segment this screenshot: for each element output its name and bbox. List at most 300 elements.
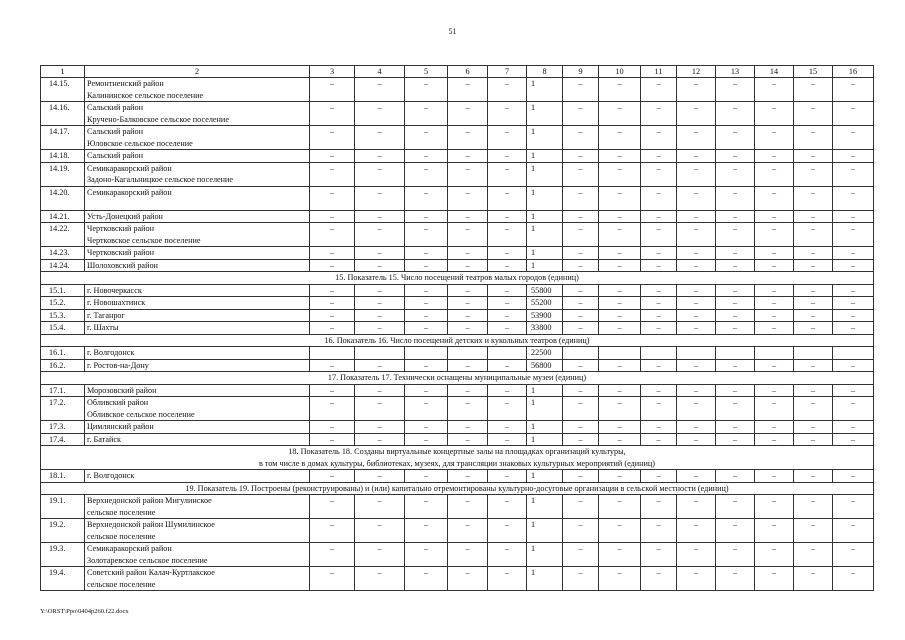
value-cell: – (833, 102, 874, 126)
value-cell: – (488, 284, 527, 297)
value-cell: – (563, 384, 599, 397)
table-row (41, 519, 874, 543)
value-cell: – (641, 126, 677, 150)
value-cell: – (599, 470, 641, 483)
value-cell-col8: 1 (527, 397, 563, 421)
value-cell (716, 347, 755, 360)
value-cell: – (794, 470, 833, 483)
value-cell: – (716, 210, 755, 223)
value-cell: – (833, 421, 874, 434)
value-cell: – (405, 78, 448, 102)
row-name (85, 359, 310, 372)
value-cell: – (716, 543, 755, 567)
value-cell: – (641, 322, 677, 335)
value-cell: – (716, 259, 755, 272)
table-row (41, 543, 874, 567)
value-cell: – (677, 259, 716, 272)
value-cell: – (794, 186, 833, 210)
value-cell: – (310, 421, 355, 434)
value-cell: – (355, 433, 405, 446)
row-name (85, 495, 310, 519)
section-title (41, 482, 874, 495)
value-cell: – (310, 359, 355, 372)
value-cell: – (310, 495, 355, 519)
value-cell (794, 347, 833, 360)
value-cell: – (448, 259, 488, 272)
value-cell: – (677, 186, 716, 210)
value-cell: – (405, 384, 448, 397)
value-cell: – (310, 470, 355, 483)
row-number: 19.2. (41, 519, 85, 543)
value-cell: – (405, 322, 448, 335)
value-cell: – (755, 495, 794, 519)
row-number: 15.2. (41, 297, 85, 310)
value-cell: – (488, 78, 527, 102)
value-cell: – (448, 150, 488, 163)
value-cell: – (355, 384, 405, 397)
value-cell: – (310, 519, 355, 543)
value-cell: – (716, 78, 755, 102)
section-title-line: 15. Показатель 15. Число посещений театров малых городов (единиц) (335, 273, 579, 282)
value-cell: – (716, 359, 755, 372)
value-cell-col8: 1 (527, 78, 563, 102)
section-title-line: 19. Показатель 19. Построены (реконструированы) и (или) капитально отремонтированы культурно-досуговые организации в сельской местности (единиц) (185, 483, 729, 493)
row-number: 19.1. (41, 495, 85, 519)
row-name-line: Сальский район (87, 103, 143, 112)
value-cell-col8: 55200 (527, 297, 563, 310)
value-cell: – (563, 247, 599, 260)
value-cell: – (563, 102, 599, 126)
value-cell-col8: 1 (527, 259, 563, 272)
value-cell-col8: 53900 (527, 309, 563, 322)
value-cell-col8: 1 (527, 223, 563, 247)
table-row (41, 126, 874, 150)
value-cell (677, 347, 716, 360)
column-header: 16 (833, 66, 874, 78)
value-cell: – (448, 322, 488, 335)
value-cell: – (716, 150, 755, 163)
table-row (41, 347, 874, 360)
value-cell: – (563, 284, 599, 297)
value-cell: – (488, 433, 527, 446)
value-cell: – (488, 421, 527, 434)
section-title (41, 372, 874, 385)
column-header: 15 (794, 66, 833, 78)
value-cell: – (599, 150, 641, 163)
value-cell: – (641, 567, 677, 591)
value-cell: – (563, 297, 599, 310)
row-name-line: Цимлянский район (87, 422, 154, 431)
value-cell: – (641, 102, 677, 126)
value-cell: – (677, 297, 716, 310)
row-number: 14.17. (41, 126, 85, 150)
value-cell-col8: 55800 (527, 284, 563, 297)
row-name (85, 297, 310, 310)
value-cell: – (448, 397, 488, 421)
value-cell: – (755, 247, 794, 260)
value-cell: – (833, 247, 874, 260)
row-name-line: г. Ростов-на-Дону (87, 360, 149, 370)
value-cell: – (794, 384, 833, 397)
value-cell: – (599, 210, 641, 223)
value-cell: – (599, 359, 641, 372)
value-cell: – (755, 433, 794, 446)
value-cell: – (599, 78, 641, 102)
value-cell: – (310, 126, 355, 150)
column-header: 9 (563, 66, 599, 78)
row-number: 17.1. (41, 384, 85, 397)
value-cell: – (563, 223, 599, 247)
row-number: 19.4. (41, 567, 85, 591)
value-cell: – (310, 309, 355, 322)
section-title-line: 18. Показатель 18. Созданы виртуальные концертные залы на площадках организаций культуры, (288, 447, 626, 456)
row-name-line: Семикаракорский район (87, 187, 172, 197)
value-cell: – (755, 210, 794, 223)
row-name-line: Обливское сельское поселение (87, 409, 195, 419)
value-cell: – (599, 384, 641, 397)
value-cell: – (677, 322, 716, 335)
value-cell-col8: 22500 (527, 347, 563, 360)
value-cell: – (833, 519, 874, 543)
value-cell: – (677, 543, 716, 567)
row-name-line: Сальский район (87, 127, 143, 136)
row-name-line: Калининское сельское поселение (87, 90, 204, 100)
value-cell (755, 347, 794, 360)
value-cell: – (448, 102, 488, 126)
value-cell: – (488, 359, 527, 372)
row-name-line: сельское поселение (87, 531, 156, 541)
value-cell: – (833, 543, 874, 567)
value-cell: – (716, 309, 755, 322)
value-cell: – (716, 397, 755, 421)
column-header: 1 (41, 66, 85, 78)
section-heading-row (41, 334, 874, 347)
value-cell (488, 347, 527, 360)
section-heading-row (41, 372, 874, 385)
table-row (41, 470, 874, 483)
row-name (85, 433, 310, 446)
value-cell: – (310, 102, 355, 126)
column-header: 8 (527, 66, 563, 78)
value-cell: – (641, 223, 677, 247)
value-cell: – (488, 150, 527, 163)
value-cell: – (677, 210, 716, 223)
value-cell: – (310, 397, 355, 421)
value-cell: – (488, 543, 527, 567)
row-name (85, 567, 310, 591)
value-cell: – (755, 186, 794, 210)
value-cell: – (833, 433, 874, 446)
value-cell: – (488, 309, 527, 322)
value-cell: – (310, 186, 355, 210)
value-cell: – (355, 284, 405, 297)
value-cell: – (448, 359, 488, 372)
row-name-line: Чертковское сельское поселение (87, 235, 201, 245)
value-cell: – (641, 397, 677, 421)
value-cell: – (716, 102, 755, 126)
value-cell: – (448, 186, 488, 210)
row-name-line: г. Волгодонск (87, 471, 135, 480)
row-name (85, 309, 310, 322)
row-name (85, 347, 310, 360)
table-row (41, 309, 874, 322)
value-cell: – (716, 162, 755, 186)
value-cell: – (563, 78, 599, 102)
value-cell: – (405, 495, 448, 519)
row-number: 18.1. (41, 470, 85, 483)
row-name (85, 210, 310, 223)
value-cell: – (448, 519, 488, 543)
value-cell: – (677, 397, 716, 421)
value-cell: – (833, 397, 874, 421)
value-cell: – (755, 78, 794, 102)
table-row (41, 223, 874, 247)
value-cell (405, 347, 448, 360)
value-cell: – (355, 309, 405, 322)
table-row (41, 433, 874, 446)
value-cell: – (448, 247, 488, 260)
value-cell: – (833, 309, 874, 322)
value-cell-col8: 1 (527, 421, 563, 434)
value-cell-col8: 1 (527, 495, 563, 519)
row-number: 19.3. (41, 543, 85, 567)
value-cell: – (355, 495, 405, 519)
value-cell: – (488, 162, 527, 186)
value-cell: – (755, 284, 794, 297)
value-cell-col8: 1 (527, 102, 563, 126)
value-cell: – (599, 247, 641, 260)
row-name-line: г. Батайск (87, 434, 121, 444)
value-cell: – (310, 567, 355, 591)
value-cell: – (448, 421, 488, 434)
value-cell: – (716, 495, 755, 519)
table-row (41, 421, 874, 434)
value-cell: – (794, 284, 833, 297)
column-header: 13 (716, 66, 755, 78)
value-cell: – (794, 247, 833, 260)
value-cell: – (488, 495, 527, 519)
row-number: 14.22. (41, 223, 85, 247)
value-cell: – (488, 397, 527, 421)
row-name-line: Кручено-Балковское сельское поселение (87, 114, 229, 124)
column-header: 10 (599, 66, 641, 78)
section-title-line: 17. Показатель 17. Технически оснащены муниципальные музеи (единиц) (327, 373, 587, 382)
value-cell: – (563, 470, 599, 483)
value-cell: – (310, 384, 355, 397)
column-header: 3 (310, 66, 355, 78)
row-name (85, 247, 310, 260)
value-cell: – (677, 126, 716, 150)
value-cell: – (488, 186, 527, 210)
value-cell: – (563, 495, 599, 519)
page-number: 51 (448, 27, 457, 36)
row-name (85, 223, 310, 247)
table-row (41, 297, 874, 310)
row-number: 17.3. (41, 421, 85, 434)
row-name-line: г. Новочеркасск (87, 285, 142, 295)
value-cell: – (599, 322, 641, 335)
value-cell: – (599, 259, 641, 272)
row-number: 16.1. (41, 347, 85, 360)
value-cell: – (716, 297, 755, 310)
value-cell: – (794, 297, 833, 310)
row-number: 14.21. (41, 210, 85, 223)
value-cell: – (310, 433, 355, 446)
value-cell: – (755, 126, 794, 150)
value-cell: – (794, 421, 833, 434)
value-cell: – (599, 421, 641, 434)
table-row (41, 384, 874, 397)
value-cell: – (599, 223, 641, 247)
value-cell: – (448, 162, 488, 186)
value-cell: – (310, 247, 355, 260)
value-cell: – (716, 247, 755, 260)
table-row (41, 495, 874, 519)
value-cell: – (599, 309, 641, 322)
value-cell: – (488, 126, 527, 150)
value-cell: – (641, 433, 677, 446)
value-cell: – (355, 297, 405, 310)
value-cell: – (355, 519, 405, 543)
value-cell: – (833, 259, 874, 272)
table-row (41, 397, 874, 421)
value-cell: – (833, 223, 874, 247)
value-cell: – (794, 210, 833, 223)
value-cell: – (355, 322, 405, 335)
table-row (41, 78, 874, 102)
value-cell: – (794, 259, 833, 272)
column-header: 4 (355, 66, 405, 78)
value-cell: – (405, 210, 448, 223)
row-name-line: Шолоховский район (87, 260, 158, 270)
row-name-line: Советский район Калач-Куртлакское (87, 568, 215, 577)
value-cell: – (716, 470, 755, 483)
value-cell-col8: 56800 (527, 359, 563, 372)
row-name (85, 322, 310, 335)
value-cell: – (355, 102, 405, 126)
value-cell: – (677, 309, 716, 322)
value-cell: – (716, 519, 755, 543)
row-name-line: сельское поселение (87, 507, 156, 517)
value-cell-col8: 1 (527, 433, 563, 446)
row-number: 14.15. (41, 78, 85, 102)
value-cell: – (599, 397, 641, 421)
row-name-line: Чертковский район (87, 248, 154, 257)
value-cell: – (641, 309, 677, 322)
column-header: 11 (641, 66, 677, 78)
value-cell: – (405, 247, 448, 260)
value-cell: – (448, 384, 488, 397)
value-cell: – (833, 126, 874, 150)
value-cell: – (405, 162, 448, 186)
value-cell: – (405, 150, 448, 163)
value-cell: – (448, 543, 488, 567)
value-cell: – (405, 543, 448, 567)
value-cell: – (355, 247, 405, 260)
value-cell: – (755, 259, 794, 272)
value-cell: – (794, 543, 833, 567)
value-cell: – (599, 543, 641, 567)
value-cell: – (716, 223, 755, 247)
row-name (85, 78, 310, 102)
value-cell: – (405, 359, 448, 372)
row-name-line: Обливский район (87, 398, 149, 407)
value-cell: – (310, 322, 355, 335)
value-cell: – (641, 247, 677, 260)
value-cell: – (405, 126, 448, 150)
value-cell: – (310, 210, 355, 223)
value-cell: – (405, 284, 448, 297)
table-row (41, 186, 874, 210)
row-name (85, 519, 310, 543)
value-cell: – (448, 433, 488, 446)
row-number: 14.19. (41, 162, 85, 186)
value-cell: – (405, 297, 448, 310)
value-cell: – (677, 102, 716, 126)
value-cell: – (755, 470, 794, 483)
value-cell: – (405, 433, 448, 446)
value-cell: – (563, 397, 599, 421)
section-heading-row (41, 446, 874, 470)
value-cell: – (599, 297, 641, 310)
table-row (41, 284, 874, 297)
value-cell: – (599, 186, 641, 210)
row-name-line: Семикаракорский район (87, 163, 172, 173)
value-cell: – (794, 359, 833, 372)
value-cell: – (677, 78, 716, 102)
value-cell: – (563, 322, 599, 335)
value-cell (310, 347, 355, 360)
row-name-line: Задоно-Кагальницкое сельское поселение (87, 175, 234, 184)
value-cell: – (488, 247, 527, 260)
row-name (85, 384, 310, 397)
value-cell: – (488, 223, 527, 247)
value-cell: – (355, 223, 405, 247)
value-cell: – (448, 567, 488, 591)
value-cell: – (563, 519, 599, 543)
value-cell: – (488, 210, 527, 223)
value-cell: – (755, 309, 794, 322)
value-cell (599, 347, 641, 360)
value-cell: – (488, 384, 527, 397)
value-cell: – (488, 102, 527, 126)
value-cell: – (405, 102, 448, 126)
value-cell: – (488, 567, 527, 591)
row-name (85, 284, 310, 297)
value-cell: – (355, 359, 405, 372)
value-cell: – (833, 495, 874, 519)
value-cell: – (794, 78, 833, 102)
value-cell: – (405, 186, 448, 210)
value-cell: – (677, 433, 716, 446)
value-cell: – (716, 433, 755, 446)
row-name (85, 543, 310, 567)
value-cell: – (310, 297, 355, 310)
value-cell: – (599, 567, 641, 591)
table-row (41, 567, 874, 591)
value-cell: – (355, 543, 405, 567)
value-cell: – (794, 397, 833, 421)
value-cell: – (641, 259, 677, 272)
value-cell: – (448, 78, 488, 102)
value-cell: – (677, 359, 716, 372)
value-cell: – (794, 102, 833, 126)
value-cell: – (755, 322, 794, 335)
row-name-line: Верхнедонской район Шумилинское (87, 520, 215, 529)
value-cell-col8: 1 (527, 126, 563, 150)
row-name-line: Сальский район (87, 151, 143, 160)
row-number: 17.2. (41, 397, 85, 421)
